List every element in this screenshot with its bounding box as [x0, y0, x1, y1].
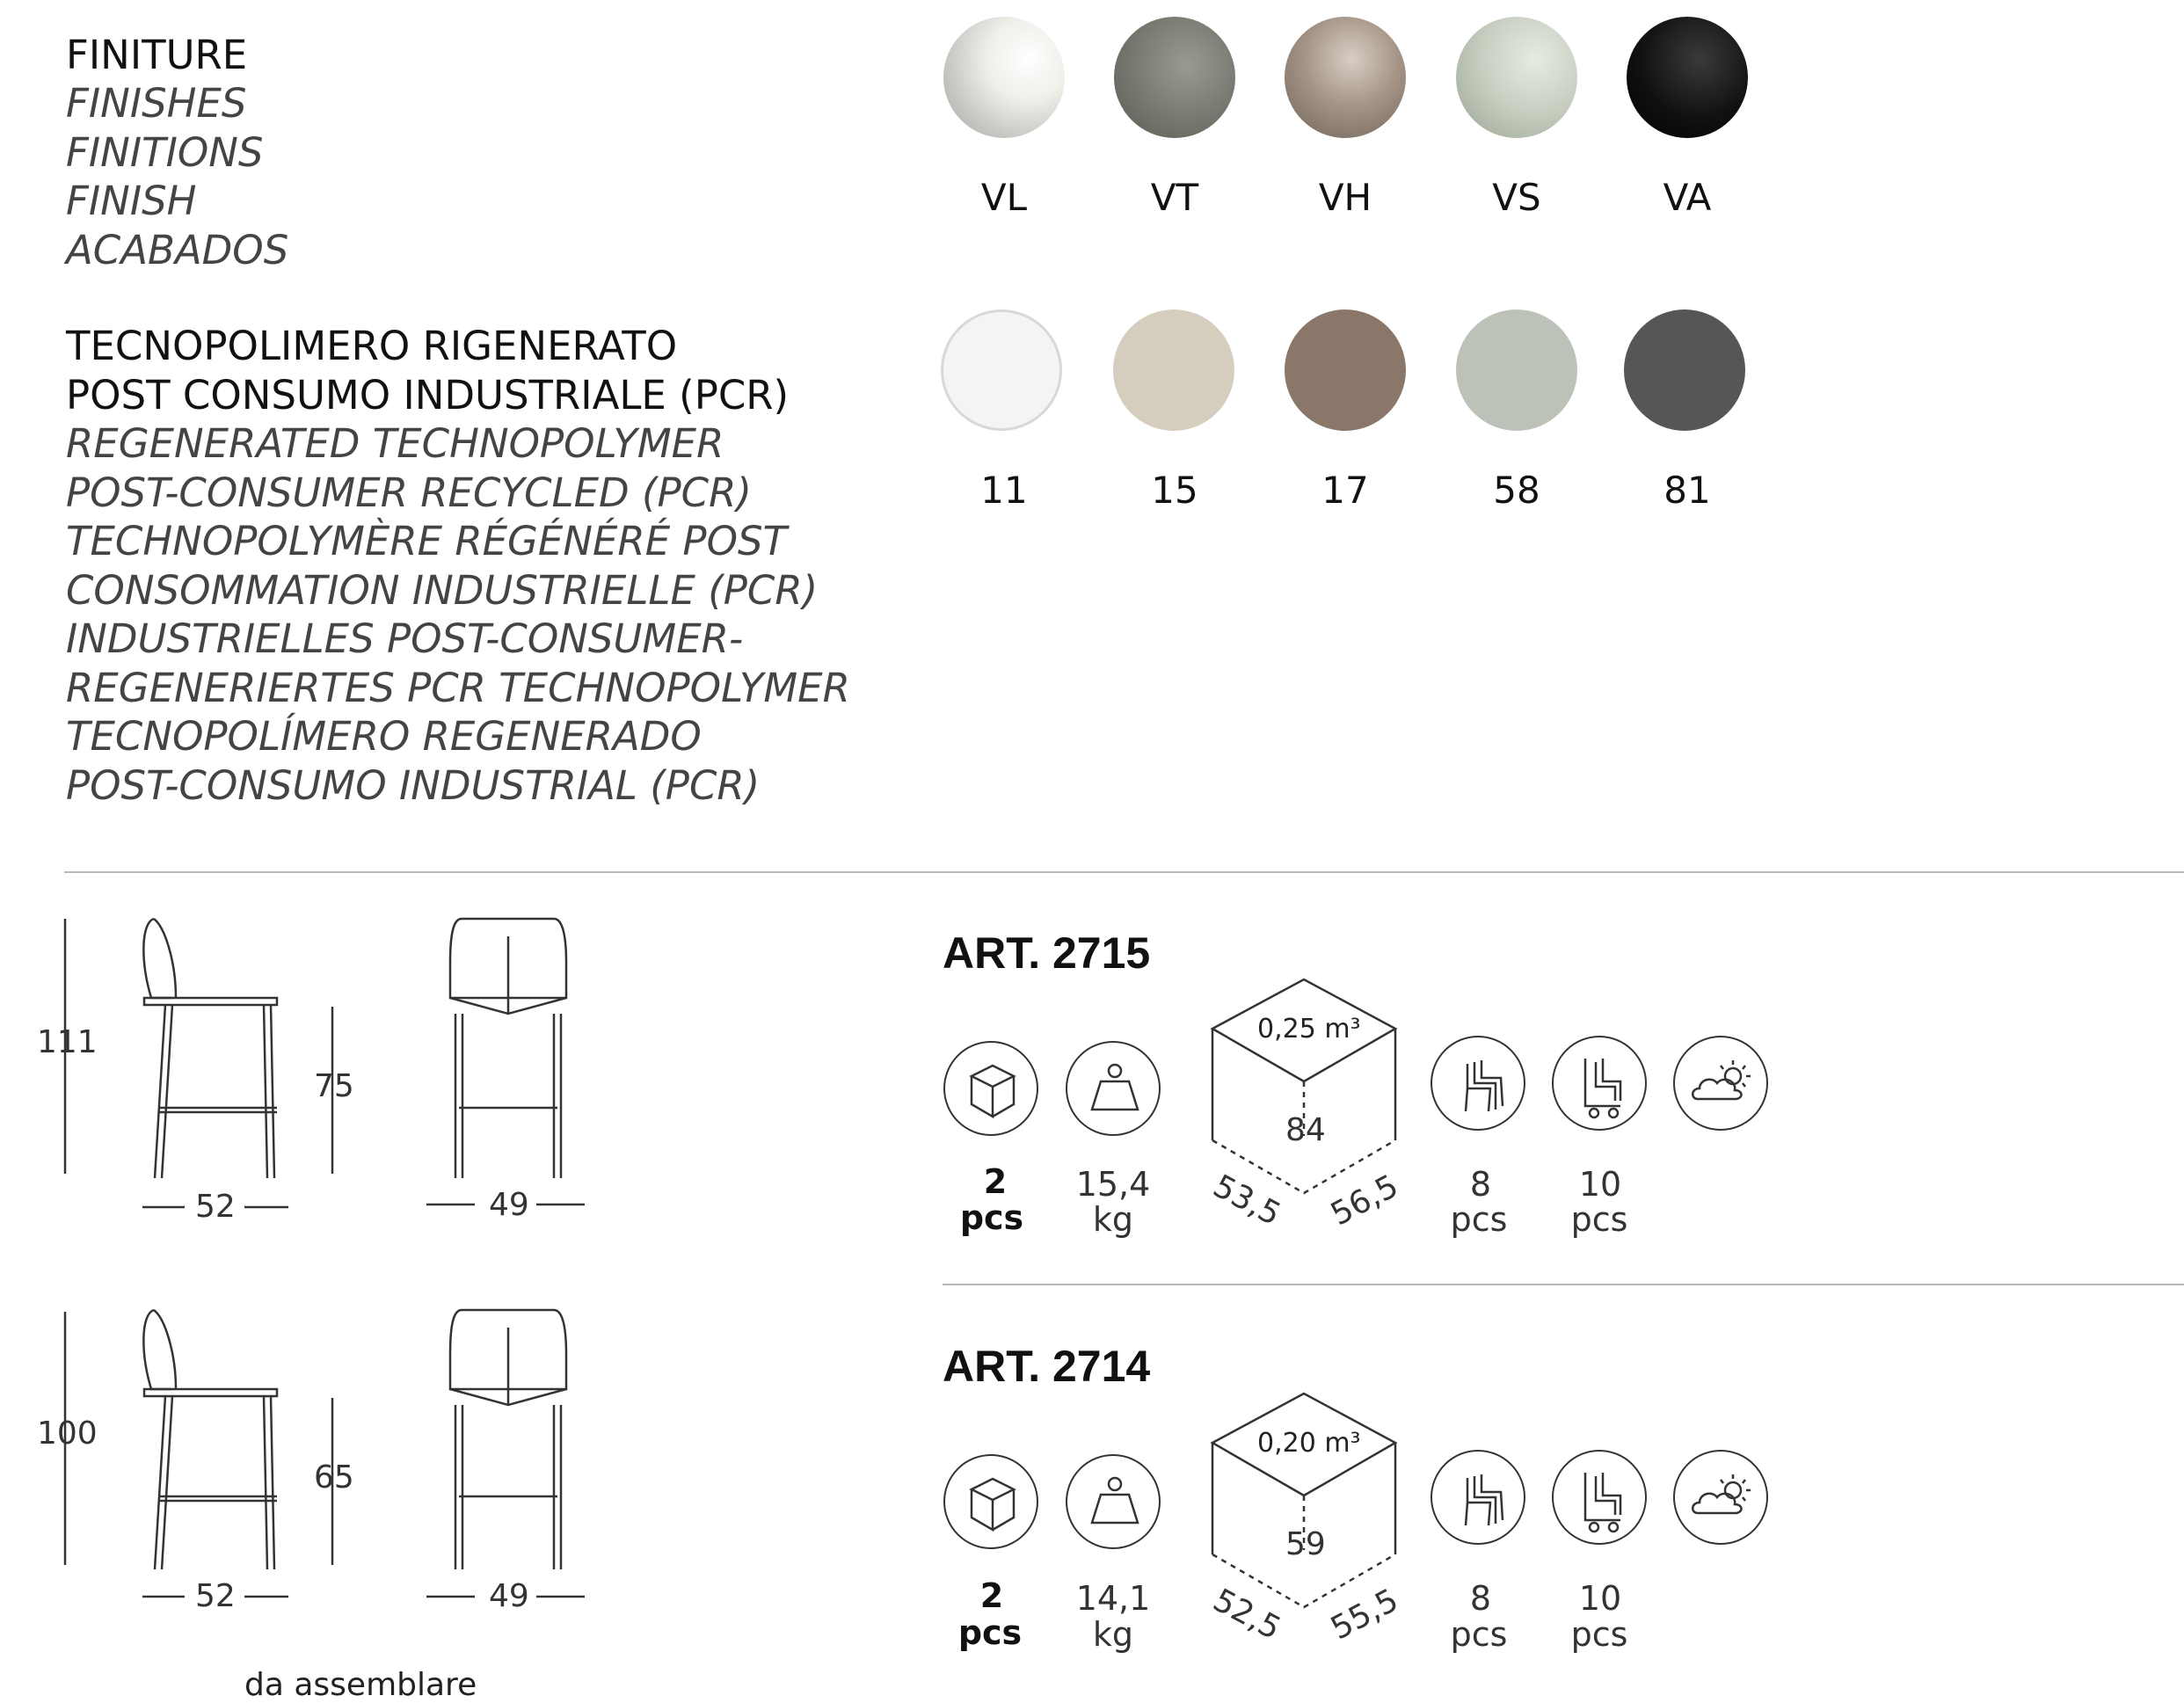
weight-icon [1066, 1041, 1161, 1136]
stack-unit-2714: pcs [1450, 1615, 1508, 1654]
weight-value-2714: 14,1 [1075, 1579, 1151, 1618]
finishes-heading-en: FINISHES [66, 80, 247, 127]
swatch-label-vh: VH [1318, 176, 1372, 219]
swatch-81[interactable] [1624, 309, 1745, 431]
dim-height-2714: 100 [37, 1416, 98, 1452]
swatch-label-vs: VS [1492, 176, 1541, 219]
trolley-unit-2714: pcs [1570, 1615, 1628, 1654]
dim-seat-2714: 65 [314, 1459, 354, 1496]
weight-unit-2715: kg [1092, 1200, 1134, 1239]
finishes-heading-es: ACABADOS [66, 227, 289, 273]
swatch-58[interactable] [1456, 309, 1577, 431]
trolley-stack-icon [1552, 1036, 1647, 1131]
qty-unit-2714: pcs [957, 1613, 1023, 1652]
qty-unit-2715: pcs [959, 1198, 1024, 1237]
finishes-heading-de: FINISH [66, 178, 197, 224]
material-heading-fr-1: TECHNOPOLYMÈRE RÉGÉNÉRÉ POST [66, 518, 788, 564]
swatch-label-17: 17 [1321, 469, 1369, 512]
material-heading-en-1: REGENERATED TECHNOPOLYMER [66, 420, 724, 467]
trolley-stack-icon [1552, 1450, 1647, 1545]
swatch-label-vt: VT [1150, 176, 1199, 219]
swatch-label-11: 11 [980, 469, 1028, 512]
assembly-note: da assemblare [244, 1667, 477, 1703]
finishes-heading-it: FINITURE [66, 32, 248, 78]
outdoor-weather-icon [1673, 1036, 1768, 1131]
swatch-label-15: 15 [1151, 469, 1198, 512]
material-heading-it-2: POST CONSUMO INDUSTRIALE (PCR) [66, 372, 790, 418]
material-heading-de-1: INDUSTRIELLES POST-CONSUMER- [66, 615, 744, 662]
material-heading-fr-2: CONSOMMATION INDUSTRIELLE (PCR) [66, 567, 819, 614]
dim-width-side-2714: 52 [195, 1578, 236, 1614]
swatch-15[interactable] [1113, 309, 1234, 431]
box-icon [943, 1041, 1038, 1136]
swatch-vl[interactable] [943, 17, 1065, 138]
material-heading-es-2: POST-CONSUMO INDUSTRIAL (PCR) [66, 762, 761, 809]
weight-value-2715: 15,4 [1075, 1165, 1151, 1204]
article-title-2714: ART. 2714 [943, 1342, 1151, 1391]
box-width-2714: 55,5 [1325, 1582, 1405, 1648]
material-heading-de-2: REGENERIERTES PCR TECHNOPOLYMER [66, 665, 850, 711]
dim-seat-2715: 75 [314, 1068, 354, 1104]
swatch-vt[interactable] [1114, 17, 1235, 138]
trolley-value-2715: 10 [1578, 1165, 1622, 1204]
swatch-17[interactable] [1285, 309, 1406, 431]
swatch-label-58: 58 [1493, 469, 1540, 512]
qty-value-2714: 2 [979, 1576, 1004, 1615]
box-icon [943, 1454, 1038, 1549]
qty-value-2715: 2 [983, 1162, 1008, 1201]
dim-width-front-2714: 49 [489, 1578, 529, 1614]
dim-width-side-2715: 52 [195, 1189, 236, 1225]
swatch-label-va: VA [1663, 176, 1712, 219]
dim-width-front-2715: 49 [489, 1187, 529, 1223]
stack-unit-2715: pcs [1450, 1200, 1508, 1239]
article-title-2715: ART. 2715 [943, 928, 1151, 978]
package-box-2714 [1209, 1392, 1402, 1612]
box-width-2715: 56,5 [1325, 1168, 1405, 1234]
stackable-icon [1431, 1450, 1525, 1545]
trolley-value-2714: 10 [1578, 1579, 1622, 1618]
material-heading-en-2: POST-CONSUMER RECYCLED (PCR) [66, 469, 752, 516]
swatch-11[interactable] [941, 309, 1062, 431]
swatch-va[interactable] [1627, 17, 1748, 138]
article-divider [943, 1284, 2184, 1285]
box-volume-2715: 0,25 m³ [1257, 1014, 1361, 1044]
box-depth-2714: 52,5 [1207, 1582, 1287, 1648]
swatch-label-81: 81 [1663, 469, 1711, 512]
box-depth-2715: 53,5 [1207, 1168, 1287, 1234]
stackable-icon [1431, 1036, 1525, 1131]
swatch-label-vl: VL [980, 176, 1028, 219]
swatch-vs[interactable] [1456, 17, 1577, 138]
material-heading-it-1: TECNOPOLIMERO RIGENERATO [66, 323, 678, 369]
outdoor-weather-icon [1673, 1450, 1768, 1545]
weight-icon [1066, 1454, 1161, 1549]
box-height-2714: 59 [1285, 1526, 1326, 1562]
package-box-2715 [1209, 978, 1402, 1197]
swatch-vh[interactable] [1285, 17, 1406, 138]
weight-unit-2714: kg [1092, 1615, 1134, 1654]
box-height-2715: 84 [1285, 1112, 1326, 1148]
material-heading-es-1: TECNOPOLÍMERO REGENERADO [66, 713, 702, 760]
dim-height-2715: 111 [37, 1024, 98, 1060]
box-volume-2714: 0,20 m³ [1257, 1428, 1361, 1459]
stack-value-2715: 8 [1469, 1165, 1492, 1204]
stack-value-2714: 8 [1469, 1579, 1492, 1618]
section-divider [64, 871, 2184, 873]
finishes-heading-fr: FINITIONS [66, 129, 264, 176]
trolley-unit-2715: pcs [1570, 1200, 1628, 1239]
